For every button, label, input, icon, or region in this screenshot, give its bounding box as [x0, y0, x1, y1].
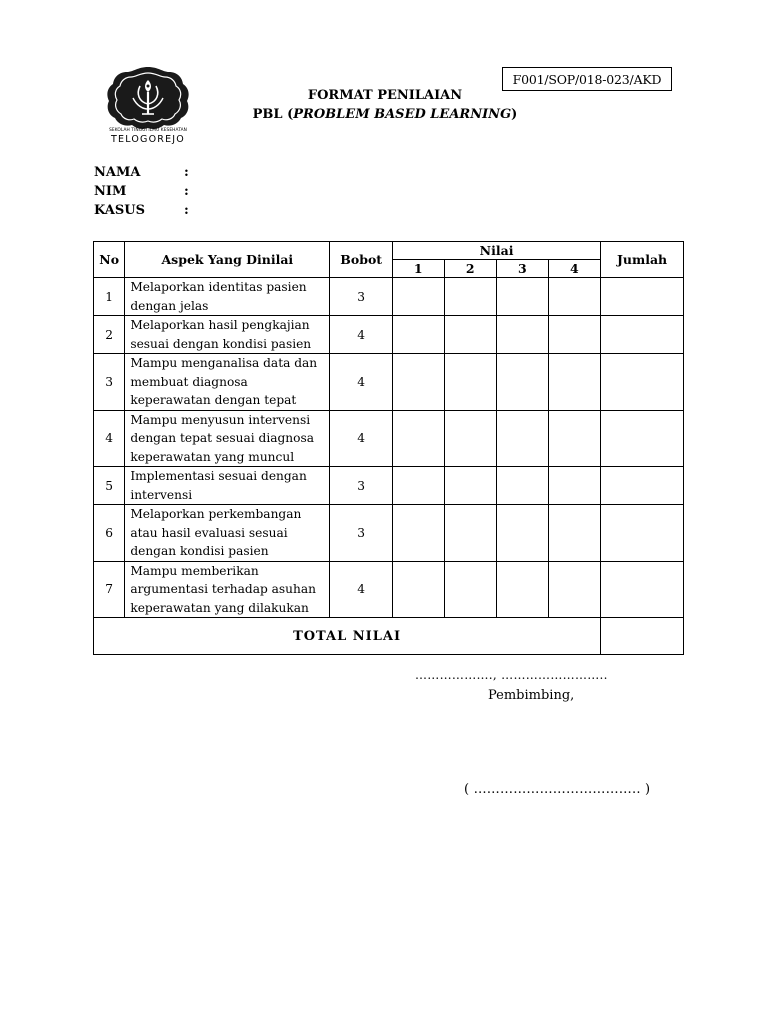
field-name-label: NAMA [94, 165, 141, 180]
row-no: 2 [94, 316, 125, 354]
score-cell[interactable] [497, 410, 549, 467]
row-no: 4 [94, 410, 125, 467]
score-cell[interactable] [548, 278, 601, 316]
aspect-line: Mampu menganalisa data dan [130, 356, 318, 370]
grand-total-cell[interactable] [601, 618, 684, 655]
signature-role: Pembimbing, [488, 688, 575, 703]
header-weight: Bobot [330, 242, 393, 278]
row-aspect [125, 467, 330, 505]
row-aspect [125, 410, 330, 467]
aspect-line: keperawatan yang dilakukan [130, 600, 309, 615]
header-total: Jumlah [601, 242, 684, 278]
document-code: F001/SOP/018-023/AKD [502, 67, 672, 91]
score-cell[interactable] [497, 467, 549, 505]
subtitle-suffix: ) [511, 107, 518, 122]
logo-emblem-icon [103, 64, 193, 130]
aspect-line: Melaporkan identitas pasien [130, 280, 307, 294]
table-row [94, 467, 684, 505]
row-aspect [125, 505, 330, 562]
score-cell[interactable] [497, 561, 549, 618]
row-weight: 4 [330, 410, 393, 467]
score-cell[interactable] [548, 316, 601, 354]
header-aspect: Aspek Yang Dinilai [125, 242, 330, 278]
assessment-table [93, 241, 684, 655]
aspect-line: keperawatan dengan tepat [130, 393, 297, 407]
aspect-line: keperawatan yang muncul [130, 449, 295, 464]
aspect-line: argumentasi terhadap asuhan [130, 582, 316, 596]
score-cell[interactable] [497, 505, 549, 562]
score-cell[interactable] [444, 505, 497, 562]
score-cell[interactable] [548, 505, 601, 562]
total-row [94, 618, 684, 655]
score-cell[interactable] [393, 410, 445, 467]
row-no: 3 [94, 354, 125, 411]
subtitle-prefix: PBL ( [252, 107, 294, 122]
aspect-line: Implementasi sesuai dengan [130, 469, 307, 483]
total-cell[interactable] [601, 505, 684, 562]
header-score-2: 2 [444, 260, 497, 278]
row-no: 1 [94, 278, 125, 316]
total-cell[interactable] [601, 467, 684, 505]
header-no: No [94, 242, 125, 278]
field-name [94, 165, 189, 180]
table-row [94, 505, 684, 562]
field-nim [94, 184, 189, 199]
score-cell[interactable] [548, 467, 601, 505]
aspect-line: intervensi [130, 487, 193, 502]
logo-subtitle: SEKOLAH TINGGI ILMU KESEHATAN [109, 128, 187, 133]
row-no: 6 [94, 505, 125, 562]
total-label: TOTAL NILAI [94, 618, 601, 655]
aspect-line: Mampu menyusun intervensi [130, 412, 311, 427]
row-weight: 3 [330, 467, 393, 505]
score-cell[interactable] [393, 354, 445, 411]
aspect-line: Melaporkan perkembangan [130, 507, 302, 521]
header-score: Nilai [393, 242, 601, 260]
score-cell[interactable] [548, 354, 601, 411]
score-cell[interactable] [393, 505, 445, 562]
aspect-line: dengan jelas [130, 298, 209, 313]
header-score-1: 1 [393, 260, 445, 278]
score-cell[interactable] [444, 278, 497, 316]
total-cell[interactable] [601, 410, 684, 467]
header-score-4: 4 [548, 260, 601, 278]
score-cell[interactable] [393, 278, 445, 316]
total-cell[interactable] [601, 354, 684, 411]
row-weight: 4 [330, 561, 393, 618]
score-cell[interactable] [393, 561, 445, 618]
row-aspect [125, 316, 330, 354]
score-cell[interactable] [444, 410, 497, 467]
subtitle-italic: PROBLEM BASED LEARNING [293, 107, 512, 122]
form-title: FORMAT PENILAIAN [307, 88, 463, 103]
row-aspect [125, 561, 330, 618]
score-cell[interactable] [497, 354, 549, 411]
aspect-line: Mampu memberikan [130, 563, 259, 578]
score-cell[interactable] [548, 561, 601, 618]
row-weight: 3 [330, 278, 393, 316]
score-cell[interactable] [497, 278, 549, 316]
score-cell[interactable] [393, 467, 445, 505]
table-row [94, 316, 684, 354]
total-cell[interactable] [601, 561, 684, 618]
row-weight: 4 [330, 316, 393, 354]
aspect-line: atau hasil evaluasi sesuai [130, 525, 288, 540]
score-cell[interactable] [444, 561, 497, 618]
score-cell[interactable] [444, 467, 497, 505]
signature-name-line: ( ……………………………….. ) [464, 782, 651, 797]
score-cell[interactable] [444, 316, 497, 354]
row-no: 7 [94, 561, 125, 618]
field-case-colon: : [184, 203, 189, 218]
row-no: 5 [94, 467, 125, 505]
row-weight: 3 [330, 505, 393, 562]
table-row [94, 354, 684, 411]
total-cell[interactable] [601, 278, 684, 316]
field-nim-colon: : [184, 184, 189, 199]
header-score-3: 3 [497, 260, 549, 278]
form-subtitle [230, 107, 540, 122]
field-name-colon: : [184, 165, 189, 180]
logo-name: TELOGOREJO [111, 134, 185, 145]
score-cell[interactable] [444, 354, 497, 411]
aspect-line: dengan kondisi pasien [130, 544, 269, 558]
signature-place-date: ………………., …………………….. [415, 668, 608, 682]
field-nim-label: NIM [94, 184, 127, 199]
row-aspect [125, 278, 330, 316]
score-cell[interactable] [393, 316, 445, 354]
aspect-line: membuat diagnosa [130, 374, 248, 389]
score-cell[interactable] [548, 410, 601, 467]
aspect-line: dengan tepat sesuai diagnosa [130, 431, 314, 445]
table-row [94, 410, 684, 467]
score-cell[interactable] [497, 316, 549, 354]
aspect-line: sesuai dengan kondisi pasien [130, 336, 312, 351]
table-row [94, 278, 684, 316]
field-case [94, 203, 189, 218]
row-weight: 4 [330, 354, 393, 411]
aspect-line: Melaporkan hasil pengkajian [130, 318, 310, 332]
table-row [94, 561, 684, 618]
field-case-label: KASUS [94, 203, 145, 218]
total-cell[interactable] [601, 316, 684, 354]
row-aspect [125, 354, 330, 411]
